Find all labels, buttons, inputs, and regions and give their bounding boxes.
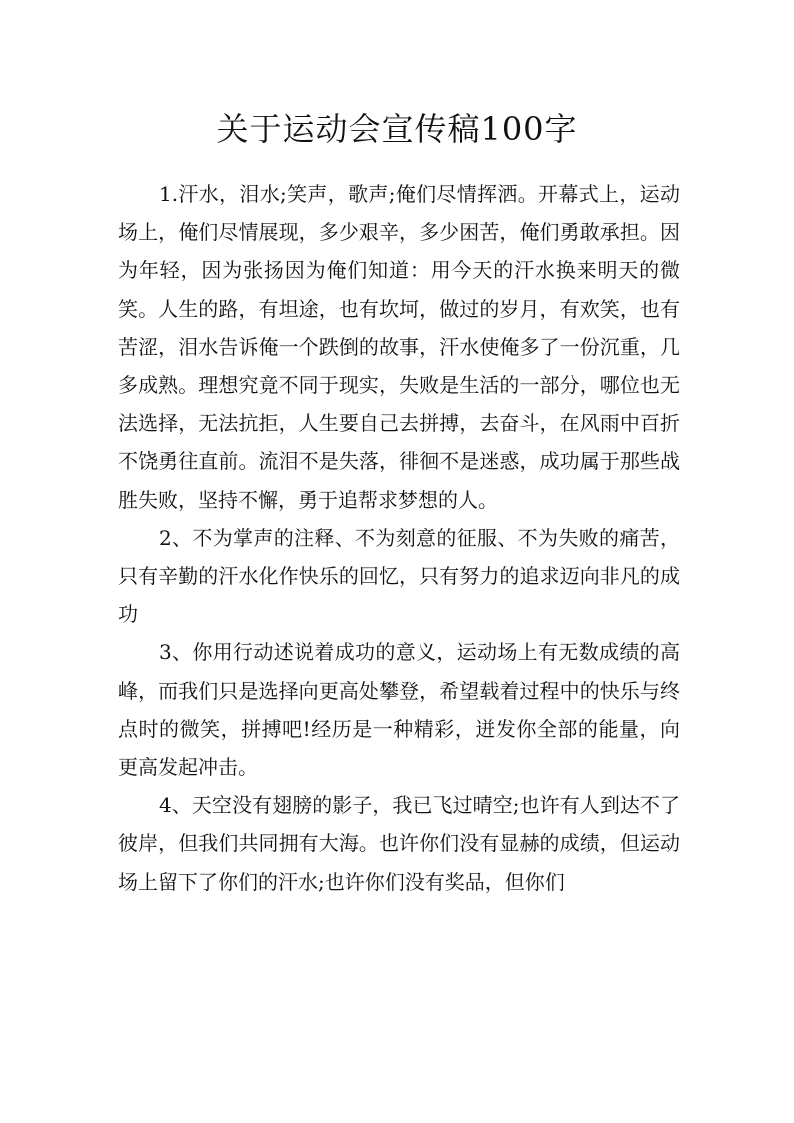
paragraph-1: 1.汗水，泪水;笑声，歌声;俺们尽情挥洒。开幕式上，运动场上，俺们尽情展现，多少艰辛，多少困苦，俺们勇敢承担。因为年轻，因为张扬因为俺们知道：用今天的汗水换来明天的微笑。人生的路，有坦途，也有坎坷，做过的岁月，有欢笑，也有苦涩，泪水告诉俺一个跌倒的故事，汗水使俺多了一份沉重，几多成熟。理想究竟不同于现实，失败是生活的一部分，哪位也无法选择，无法抗拒，人生要自己去拼搏，去奋斗，在风雨中百折不饶勇往直前。流泪不是失落，徘徊不是迷惑，成功属于那些战胜失败，坚持不懈，勇于追帮求梦想的人。 bbox=[118, 182, 680, 512]
paragraph-3: 3、你用行动述说着成功的意义，运动场上有无数成绩的高峰，而我们只是选择向更高处攀登，希望载着过程中的快乐与终点时的微笑，拼搏吧!经历是一种精彩，迸发你全部的能量，向更高发起冲击。 bbox=[118, 640, 680, 780]
paragraph-4: 4、天空没有翅膀的影子，我已飞过晴空;也许有人到达不了彼岸，但我们共同拥有大海。也许你们没有显赫的成绩，但运动场上留下了你们的汗水;也许你们没有奖品，但你们 bbox=[118, 793, 680, 894]
document-title: 关于运动会宣传稿100字 bbox=[216, 110, 578, 148]
document-body bbox=[118, 175, 680, 901]
paragraph-2: 2、不为掌声的注释、不为刻意的征服、不为失败的痛苦，只有辛勤的汗水化作快乐的回忆，只有努力的追求迈向非凡的成功 bbox=[118, 525, 680, 627]
